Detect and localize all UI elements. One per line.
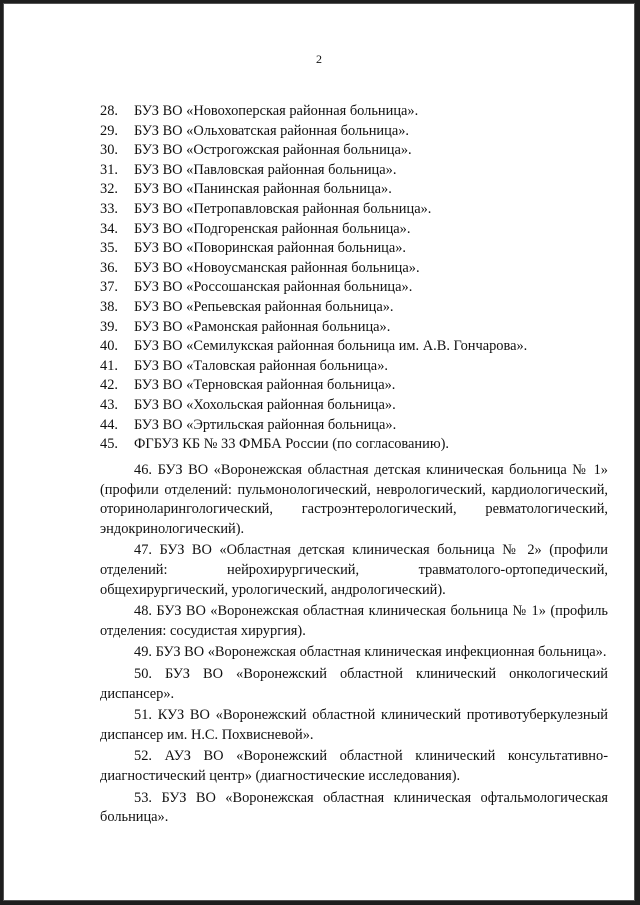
item-text: БУЗ ВО «Подгоренская районная больница».	[134, 220, 411, 237]
item-text: БУЗ ВО «Терновская районная больница».	[134, 377, 396, 394]
item-number: 35.	[100, 240, 118, 257]
item-text: БУЗ ВО «Репьевская районная больница».	[134, 298, 394, 315]
list-item	[100, 416, 606, 436]
item-number: 32.	[100, 181, 118, 198]
item-text: БУЗ ВО «Поворинская районная больница».	[134, 240, 407, 257]
list-item	[100, 220, 606, 240]
list-item	[100, 298, 606, 318]
item-number: 31.	[100, 161, 118, 178]
item-text: БУЗ ВО «Семилукская районная больница им. А.В. Гончарова».	[134, 338, 528, 355]
list-item	[100, 376, 606, 396]
item-number: 40.	[100, 338, 118, 355]
list-paragraph: 47. БУЗ ВО «Областная детская клиническая больница № 2» (профили отделений: нейрохирургический, травматолого-ортопедический, общехирургический, урологический, андрологический).	[100, 542, 608, 598]
list-paragraph: 48. БУЗ ВО «Воронежская областная клиническая больница № 1» (профиль отделения: сосудистая хирургия).	[100, 603, 608, 639]
item-text: БУЗ ВО «Рамонская районная больница».	[134, 318, 391, 335]
item-number: 42.	[100, 377, 118, 394]
list-item	[100, 122, 606, 142]
item-text: БУЗ ВО «Панинская районная больница».	[134, 181, 392, 198]
item-number: 28.	[100, 103, 118, 119]
list-item	[100, 239, 606, 259]
item-number: 39.	[100, 318, 118, 335]
list-paragraph: 52. АУЗ ВО «Воронежский областной клинический консультативно-диагностический центр» (диагностические исследования).	[100, 748, 608, 784]
item-number: 29.	[100, 122, 118, 139]
list-item	[100, 318, 606, 338]
page-number: 2	[316, 52, 322, 66]
hospital-list-long	[100, 461, 608, 830]
item-text: БУЗ ВО «Новохоперская районная больница».	[134, 103, 419, 119]
item-number: 33.	[100, 200, 118, 217]
item-text: БУЗ ВО «Павловская районная больница».	[134, 161, 397, 178]
item-text: БУЗ ВО «Таловская районная больница».	[134, 357, 388, 374]
list-item	[100, 141, 606, 161]
item-text: ФГБУЗ КБ № 33 ФМБА России (по согласованию).	[134, 436, 449, 453]
hospital-list	[100, 102, 606, 455]
list-item	[100, 200, 606, 220]
item-number: 37.	[100, 279, 118, 296]
list-item	[100, 180, 606, 200]
item-number: 34.	[100, 220, 118, 237]
list-paragraph: 46. БУЗ ВО «Воронежская областная детская клиническая больница № 1» (профили отделений: пульмонологический, неврологический, кардиологический, оториноларингологический, гастроэнтерологический, ревматологический, эндокринологический).	[100, 462, 608, 537]
list-item	[100, 357, 606, 377]
document-page	[4, 4, 634, 900]
item-text: БУЗ ВО «Петропавловская районная больница».	[134, 200, 432, 217]
list-item	[100, 278, 606, 298]
item-text: БУЗ ВО «Новоусманская районная больница».	[134, 259, 420, 276]
item-text: БУЗ ВО «Эртильская районная больница».	[134, 416, 397, 433]
list-paragraph: 50. БУЗ ВО «Воронежский областной клинический онкологический диспансер».	[100, 665, 608, 702]
list-item	[100, 161, 606, 181]
item-number: 45.	[100, 436, 118, 453]
list-item	[100, 102, 606, 122]
item-number: 30.	[100, 142, 118, 159]
item-number: 36.	[100, 259, 118, 276]
list-item	[100, 435, 606, 455]
item-text: БУЗ ВО «Хохольская районная больница».	[134, 396, 396, 413]
list-item	[100, 259, 606, 279]
list-paragraph: 53. БУЗ ВО «Воронежская областная клиническая офтальмологическая больница».	[100, 789, 608, 826]
list-paragraph: 49. БУЗ ВО «Воронежская областная клиническая инфекционная больница».	[134, 644, 607, 661]
item-number: 41.	[100, 357, 118, 374]
item-number: 38.	[100, 298, 118, 315]
item-text: БУЗ ВО «Острогожская районная больница».	[134, 142, 412, 159]
item-text: БУЗ ВО «Ольховатская районная больница».	[134, 122, 410, 139]
item-number: 43.	[100, 396, 118, 413]
list-item	[100, 396, 606, 416]
list-item	[100, 337, 606, 357]
item-number: 44.	[100, 416, 118, 433]
list-paragraph: 51. КУЗ ВО «Воронежский областной клинический противотуберкулезный диспансер им. Н.С. Похвисневой».	[100, 707, 608, 743]
item-text: БУЗ ВО «Россошанская районная больница».	[134, 279, 413, 296]
